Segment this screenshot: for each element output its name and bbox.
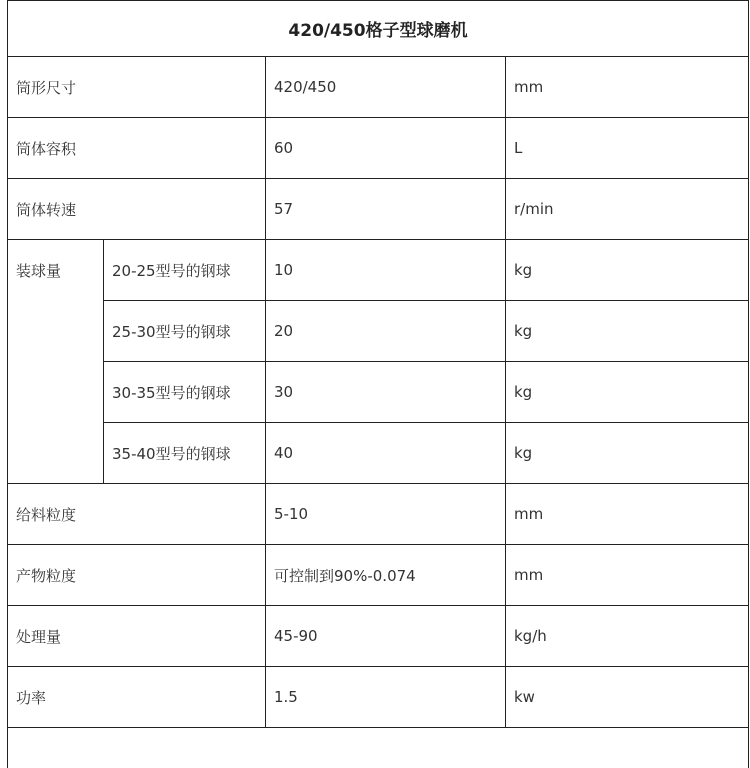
ball-spec-cell: 30-35型号的钢球 (104, 362, 266, 423)
ball-spec-cell: 20-25型号的钢球 (104, 240, 266, 301)
table-row (8, 57, 749, 118)
ball-mill-spec-table (7, 0, 749, 768)
unit-cell: L (506, 118, 749, 179)
unit-cell: kg (506, 240, 749, 301)
table-row (8, 362, 749, 423)
table-row-partial (8, 728, 749, 768)
param-cell: 筒体容积 (8, 118, 266, 179)
param-cell: 功率 (8, 667, 266, 728)
unit-cell: kg/h (506, 606, 749, 667)
param-cell: 处理量 (8, 606, 266, 667)
table-row (8, 423, 749, 484)
unit-cell: kw (506, 667, 749, 728)
value-cell: 420/450 (266, 57, 506, 118)
value-cell: 60 (266, 118, 506, 179)
unit-cell: kg (506, 423, 749, 484)
table-row (8, 667, 749, 728)
value-cell: 40 (266, 423, 506, 484)
value-cell: 20 (266, 301, 506, 362)
empty-cell (8, 728, 749, 768)
unit-cell: kg (506, 362, 749, 423)
table-row (8, 484, 749, 545)
value-cell: 可控制到90%-0.074 (266, 545, 506, 606)
table-title-row (8, 1, 749, 57)
unit-cell: mm (506, 545, 749, 606)
value-cell: 5-10 (266, 484, 506, 545)
value-cell: 10 (266, 240, 506, 301)
unit-cell: mm (506, 484, 749, 545)
ball-spec-cell: 35-40型号的钢球 (104, 423, 266, 484)
unit-cell: r/min (506, 179, 749, 240)
table-row (8, 118, 749, 179)
ball-spec-cell: 25-30型号的钢球 (104, 301, 266, 362)
table-row (8, 545, 749, 606)
param-cell: 筒体转速 (8, 179, 266, 240)
param-cell: 产物粒度 (8, 545, 266, 606)
table-row (8, 606, 749, 667)
ball-load-label: 装球量 (8, 240, 104, 484)
param-cell: 给料粒度 (8, 484, 266, 545)
table-title: 420/450格子型球磨机 (8, 1, 749, 57)
param-cell: 筒形尺寸 (8, 57, 266, 118)
value-cell: 1.5 (266, 667, 506, 728)
table-row (8, 301, 749, 362)
value-cell: 45-90 (266, 606, 506, 667)
table-row (8, 179, 749, 240)
table-row (8, 240, 749, 301)
unit-cell: mm (506, 57, 749, 118)
value-cell: 57 (266, 179, 506, 240)
value-cell: 30 (266, 362, 506, 423)
unit-cell: kg (506, 301, 749, 362)
